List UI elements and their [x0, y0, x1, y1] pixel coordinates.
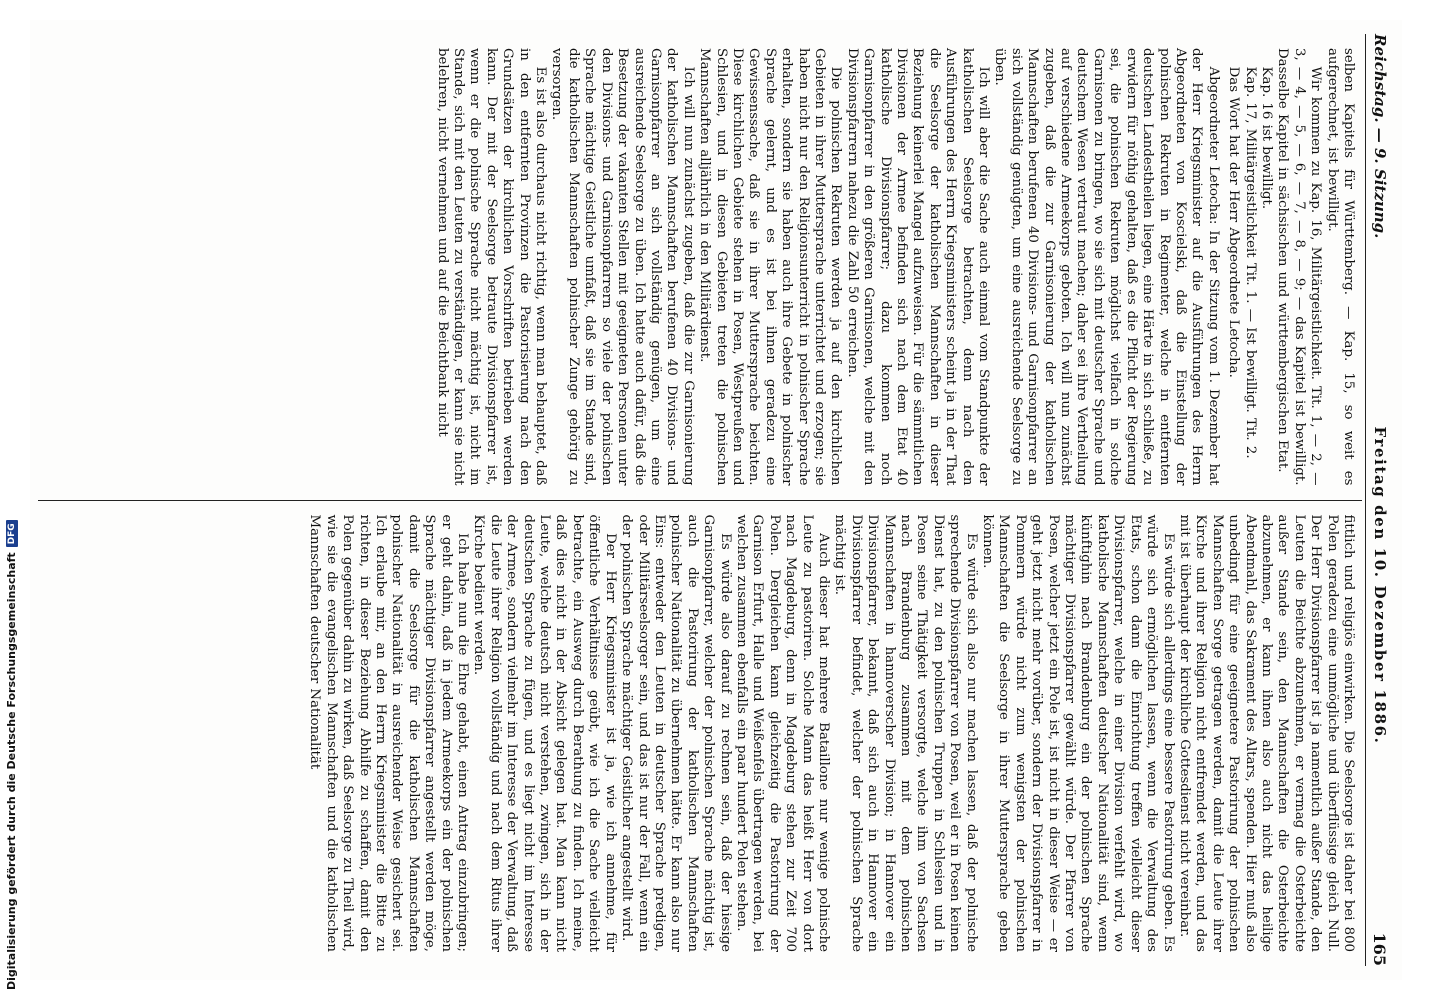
paragraph: Es würde also darauf zu rechnen sein, daß der hiesige Garnisonpfarrer, welcher der polnischen Sprache mächtig ist, auch die Pastorirung der katholischen Mannschaften polnischer Nationalität zu übernehmen hätte. Er kann also nur Eins: entweder den Leuten in deutscher Sprache predigen, oder Militärseelsorger sein, und das ist nur der Fall, wenn ein der polnischen Sprache mächtiger Geistlicher angestellt wird.	[619, 514, 733, 952]
paragraph: Ich will aber die Sache auch einmal vom Standpunkte der katholischen Seelsorge betrachten, denn nach den Ausführungen des Herrn Kriegsministers scheint ja in der That die Seelsorge der katholischen Mannschaften in dieser Beziehung keinerlei Mangel aufzuweisen. Für die sämmtlichen Divisionen der Armee befinden sich nach dem Etat 40 katholische Divisionspfarrer; dazu kommen noch Garnisonpfarrer in den größeren Garnisonen, welche mit den Divisionspfarrern nahezu die Zahl 50 erreichen.	[844, 48, 992, 486]
right-column	[38, 501, 1362, 967]
credit-text: Digitalisierung gefördert durch die Deutsche Forschungsgemeinschaft	[5, 552, 18, 990]
paragraph: Ich habe nun die Ehre gehabt, einen Antrag einzubringen; er geht dahin, daß in jedem Armeekorps ein der polnischen Sprache mächtiger Divisionspfarrer angestellt werden möge, damit die Seelsorge für die katholischen Mannschaften polnischer Nationalität in ausreichender Weise gesichert sei. Ich erlaube mir, an den Herrn Kriegsminister die Bitte zu richten, in dieser Beziehung Abhilfe zu schaffen, damit den Polen gegenüber dahin zu wirken, daß Seelsorge zu Theil wird, wie sie die evangelischen Mannschaften und die katholischen Mannschaften deutscher Nationalität	[307, 514, 471, 952]
speech-paragraph: Abgeordneter Letocha: In der Sitzung vom 1. Dezember hat der Herr Kriegsminister auf die Ausführungen des Herrn Abgeordneten von Koscielski, daß die Einstellung der polnischen Rekruten in Regimenter, welche in entfernten deutschen Landestheilen liegen, eine Härte in sich schließe, zu erwidern für nöthig gehalten, daß es die Pflicht der Regierung sei, die polnischen Rekruten möglichst vielfach in solche Garnisonen zu bringen, wo sie sich mit deutscher Sprache und deutschem Wesen vertraut machen; daher sei ihre Vertheilung auf verschiedene Armeekorps geboten. Ich will nun zunächst zugeben, daß die zur Garnisonierung der katholischen Mannschaften berufenen 40 Divisions- und Garnisonpfarrer an sich vollständig genügten, um eine ausreichende Seelsorge zu üben.	[992, 48, 1221, 486]
paragraph: Kap. 17, Militärgeistlichkeit Tit. 1. — Ist bewilligt. Tit. 2.	[1242, 66, 1258, 459]
paragraph: Es ist also durchaus nicht richtig, wenn man behauptet, daß in den entfernten Provinzen die Pastorisierung nach den Grundsätzen der kirchlichen Vorschriften betrieben werden kann. Der mit der Seelsorge betraute Divisionspfarrer ist, wenn er die polnische Sprache nicht mächtig ist, nicht im Stande, sich mit den Leuten zu verständigen, er kann sie nicht belehren, nicht vernehmen und auf die Beichtbank nicht	[434, 48, 549, 486]
text-columns	[38, 34, 1362, 966]
paragraph: Die polnischen Rekruten werden ja auf den kirchlichen Gebieten in ihrer Muttersprache unterrichtet und erzogen; sie haben nicht nur den Religionsunterricht in polnischer Sprache erhalten, sondern sie haben auch ihre Gebete in polnischer Sprache gelernt, und es ist bei ihnen geradezu eine Gewissenssache, daß sie in ihrer Muttersprache beichten. Diese kirchlichen Gebiete stehen in Posen, Westpreußen und Schlesien, und in diesen Gebieten treten die polnischen Mannschaften alljährlich in den Militärdienst.	[697, 48, 844, 486]
paragraph: Es würde sich allerdings eine bessere Pastorirung geben. Es würde sich ermöglichen lassen, wenn die Verwaltung des Etats, schon dann die Einrichtung treffen vielleicht dieser Divisionspfarrer, welche in einer Division verfehlt wird, wo katholische Mannschaften deutscher Nationalität sind, wenn künftighin nach Brandenburg ein der polnischen Sprache mächtiger Divisionspfarrer gewählt würde. Der Pfarrer von Posen, welcher jetzt ein Pole ist, ist nicht in dieser Weise — er geht jetzt nicht mehr vorüber, sondern der Divisionspfarrer in Pommern würde nicht zum wenigsten der polnischen Mannschaften die Seelsorge in ihrer Muttersprache geben können.	[980, 514, 1176, 952]
digitization-credit	[0, 0, 20, 1000]
header-session: Reichstag. — 9. Sitzung.	[1371, 34, 1389, 239]
paragraph: selben Kapitels für Württemberg. — Kap. 15, so weit es aufgerechnet, ist bewilligt.	[1324, 48, 1356, 486]
page-header	[1365, 34, 1394, 966]
left-column	[38, 34, 1362, 501]
dfg-logo: DFG	[6, 520, 18, 547]
page-number: 165	[1370, 932, 1390, 966]
paragraph: Der Herr Kriegsminister ist ja, wie ich annehme, für öffentliche Verhältnisse geübt, wie ich die Sache vielleicht betrachte, ein Ausweg durch Berathung zu finden. Ich meine, daß dies nicht in der Absicht gelegen hat. Man kann nicht Leute, welche deutsch nicht verstehen, zwingen, sich in der deutschen Sprache zu fügen, und es liegt nicht im Interesse der Armee, sondern vielmehr im Interesse der Verwaltung, daß die Leute ihrer Religion vollständig und nach dem Ritus ihrer Kirche bedient werden.	[471, 514, 618, 952]
paragraph: Auch dieser hat mehrere Bataillone nur wenige polnische Leute zu pastoriren. Solche Mann das heißt Herr von dort nach Magdeburg, denn in Magdeburg stehen zur Zeit 700 Polen. Dergleichen kann gleichzeitig die Pastorirung der Garnison Erfurt, Halle und Weißenfels übertragen werden, bei welchen zusammen ebenfalls ein paar hundert Polen stehen.	[733, 514, 831, 952]
paragraph: Kap. 16 ist bewilligt.	[1258, 66, 1274, 210]
paragraph: Wir kommen zu Kap. 16, Militärgeistlichkeit. Tit. 1, — 2, — 3, — 4, — 5, — 6, — 7, — 8, — 9; — das Kapitel ist bewilligt. Dasselbe Kapitel in sächsischen und württembergischen Etat.	[1275, 48, 1324, 486]
paragraph: Das Wort hat der Herr Abgeordnete Letocha.	[1226, 66, 1242, 378]
paragraph: Ich will nun zunächst zugeben, daß die zur Garnisonierung der katholischen Mannschaften berufenen 40 Divisions- und Garnisonpfarrer an sich vollständig genügen, um eine ausreichende Seelsorge zu üben. Ich hatte auch dafür, daß die Besetzung der vakanten Stellen mit geeigneten Personen unter den Divisions- und Garnisonpfarrern so viele der polnischen Sprache mächtige Geistliche umfaßt, daß sie im Stande sind, die katholischen Mannschaften polnischer Zunge gehörig zu versorgen.	[549, 48, 696, 486]
scanned-page	[30, 20, 1402, 980]
header-date: Freitag den 10. Dezember 1886.	[1371, 426, 1389, 745]
paragraph: Es würde sich also nur machen lassen, daß der polnische sprechende Divisionspfarrer von Posen, weil er in Posen keinen Dienst hat, zu den polnischen Truppen in Schlesien und in Posen seine Thätigkeit versorgte, welche ihm von Sachsen nach Brandenburg zusammen mit dem polnischen Mannschaften in hannoverscher Division; in Hannover ein Divisionspfarrer, bekannt, daß sich auch in Hannover ein Divisionspfarrer befindet, welcher der polnischen Sprache mächtig ist.	[832, 514, 979, 952]
paragraph: fittlich und religiös einwirken. Die Seelsorge ist daher bei 800 Polen geradezu eine unmögliche und überflüssige gleich Null. Der Herr Divisionspfarrer ist ja namentlich außer Stande, den Leuten die Beichte abzunehmen, er vermag die Osterbeichte außer Stande sein, den Mannschaften die Osterbeichte abzunehmen, er kann ihnen also auch nicht das heilige Abendmahl, das Sakrament des Altars, spenden. Hier muß also unbedingt für eine geeignetere Pastorirung der polnischen Mannschaften Sorge getragen werden, damit die Leute ihrer Kirche und ihrer Religion nicht entfremdet werden, und das mit ist überhaupt der kirchliche Gottesdienst nicht vereinbar.	[1176, 514, 1356, 952]
